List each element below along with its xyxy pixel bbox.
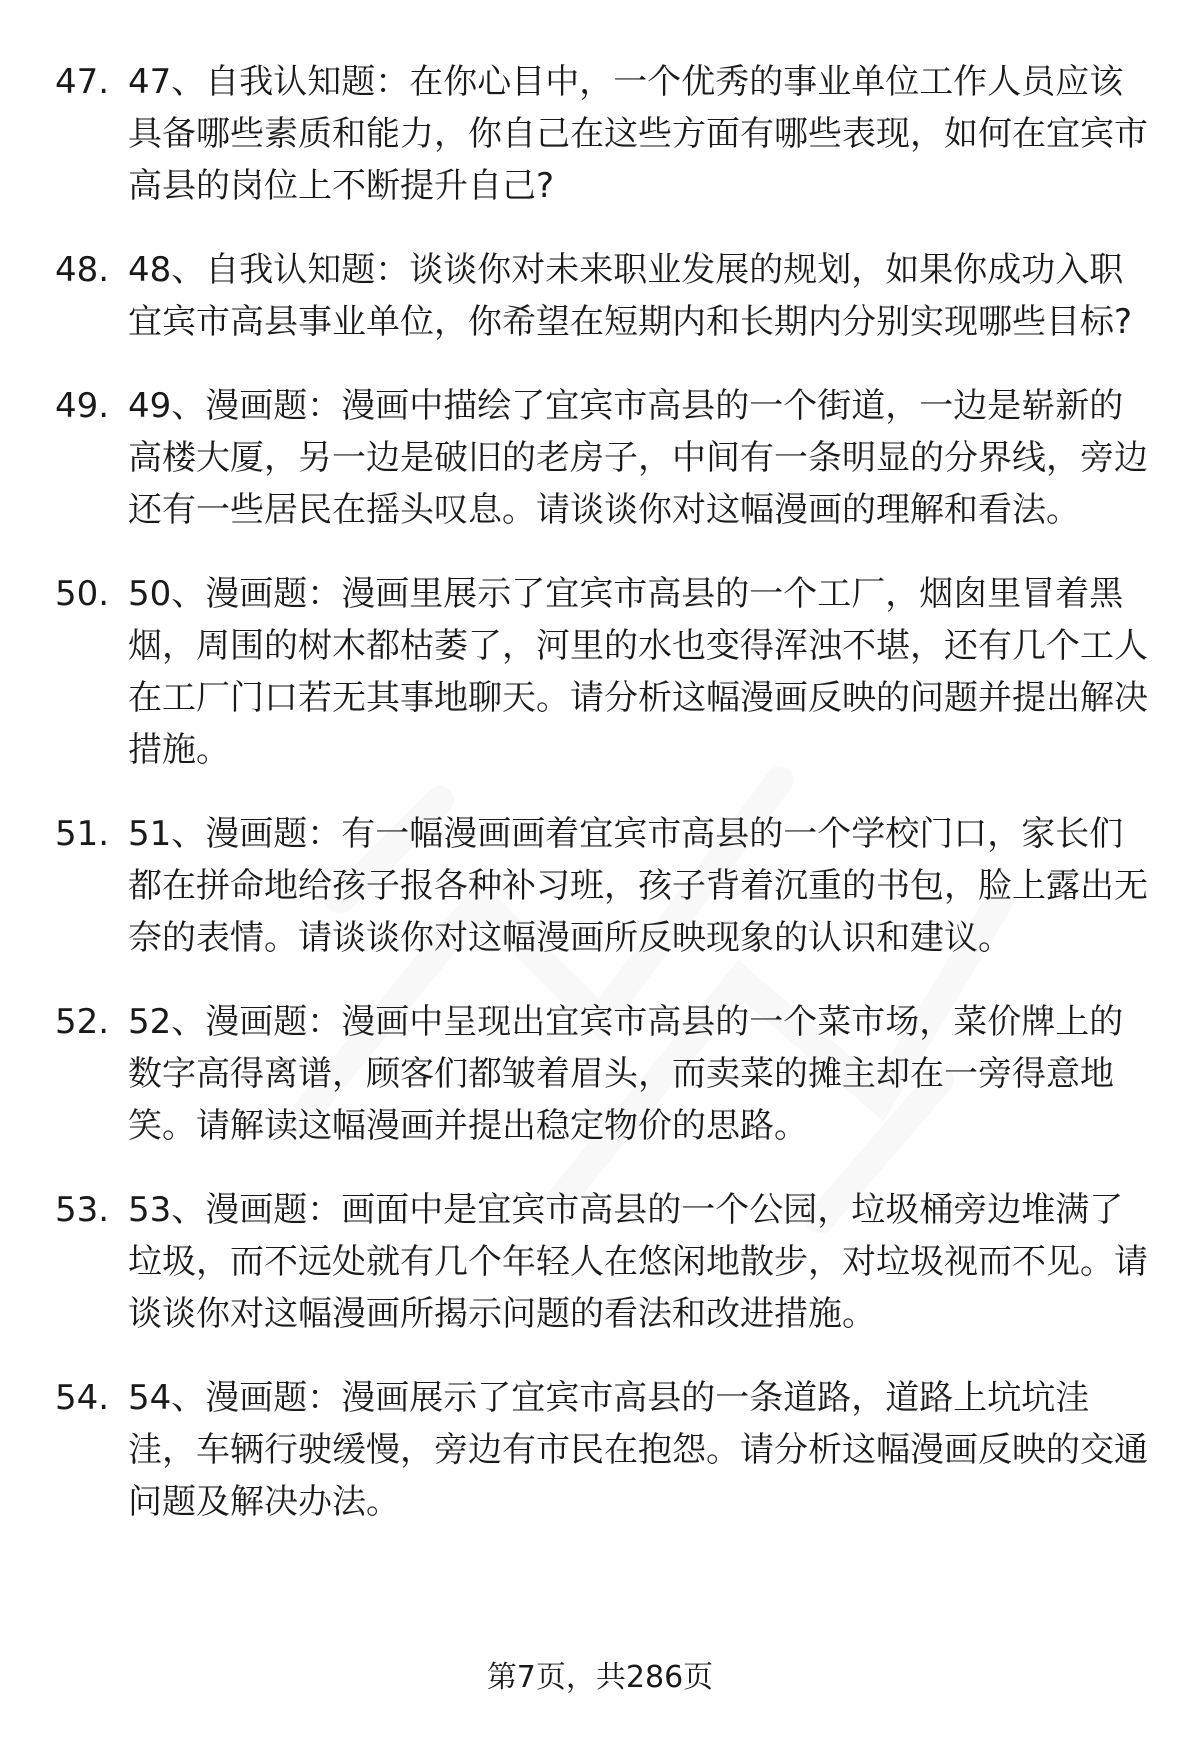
question-number: 51. [55,814,110,854]
question-number: 47. [55,62,110,102]
page-number-footer: 第7页，共286页 [486,1660,714,1695]
question-text: 47、自我认知题：在你心目中，一个优秀的事业单位工作人员应该具备哪些素质和能力，你自己在这些方面有哪些表现，如何在宜宾市高县的岗位上不断提升自己? [128,62,1148,206]
question-list [0,56,1200,1560]
question-number: 48. [55,250,110,290]
question-item-54 [0,1372,1200,1528]
question-number: 50. [55,574,110,614]
question-number: 49. [55,386,110,426]
question-text: 54、漫画题：漫画展示了宜宾市高县的一条道路，道路上坑坑洼洼，车辆行驶缓慢，旁边有市民在抱怨。请分析这幅漫画反映的交通问题及解决办法。 [128,1378,1148,1522]
question-text: 48、自我认知题：谈谈你对未来职业发展的规划，如果你成功入职宜宾市高县事业单位，你希望在短期内和长期内分别实现哪些目标? [128,250,1133,342]
question-text: 51、漫画题：有一幅漫画画着宜宾市高县的一个学校门口，家长们都在拼命地给孩子报各种补习班，孩子背着沉重的书包，脸上露出无奈的表情。请谈谈你对这幅漫画所反映现象的认识和建议。 [128,814,1148,958]
question-item-49 [0,380,1200,536]
question-item-47 [0,56,1200,212]
question-text: 52、漫画题：漫画中呈现出宜宾市高县的一个菜市场，菜价牌上的数字高得离谱，顾客们都皱着眉头，而卖菜的摊主却在一旁得意地笑。请解读这幅漫画并提出稳定物价的思路。 [128,1002,1124,1146]
question-item-50 [0,568,1200,776]
question-number: 54. [55,1378,110,1418]
question-text: 53、漫画题：画面中是宜宾市高县的一个公园，垃圾桶旁边堆满了垃圾，而不远处就有几个年轻人在悠闲地散步，对垃圾视而不见。请谈谈你对这幅漫画所揭示问题的看法和改进措施。 [128,1190,1148,1334]
question-item-53 [0,1184,1200,1340]
question-item-51 [0,808,1200,964]
question-text: 50、漫画题：漫画里展示了宜宾市高县的一个工厂，烟囱里冒着黑烟，周围的树木都枯萎了，河里的水也变得浑浊不堪，还有几个工人在工厂门口若无其事地聊天。请分析这幅漫画反映的问题并提出解决措施。 [128,574,1148,770]
question-number: 53. [55,1190,110,1230]
question-number: 52. [55,1002,110,1042]
question-item-52 [0,996,1200,1152]
question-text: 49、漫画题：漫画中描绘了宜宾市高县的一个街道，一边是崭新的高楼大厦，另一边是破旧的老房子，中间有一条明显的分界线，旁边还有一些居民在摇头叹息。请谈谈你对这幅漫画的理解和看法。 [128,386,1148,530]
question-item-48 [0,244,1200,348]
